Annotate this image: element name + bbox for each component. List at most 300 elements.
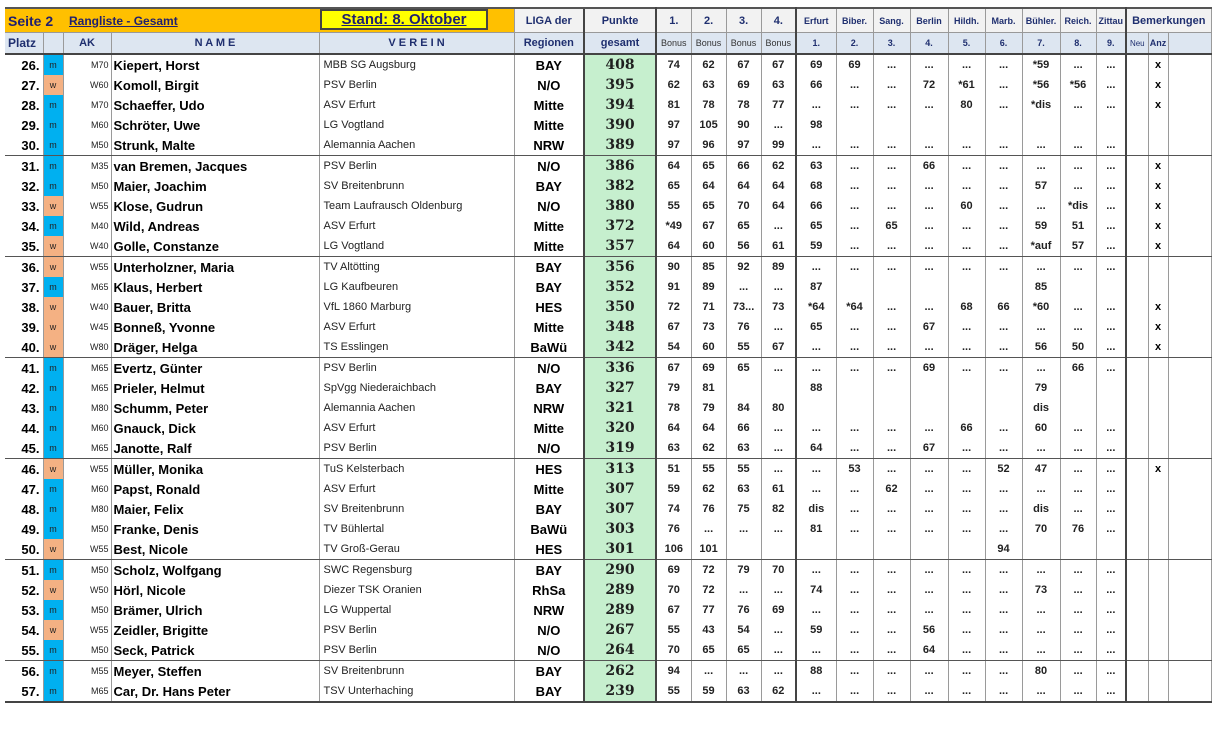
round-score-cell: 64 <box>726 176 761 196</box>
ranking-title-text: Rangliste - Gesamt <box>69 13 178 28</box>
venue-score-cell: ... <box>910 681 948 702</box>
total-points-cell: 382 <box>584 176 656 196</box>
venue-score-cell: ... <box>836 196 873 216</box>
rank-cell: 37. <box>5 277 43 297</box>
sex-cell: m <box>43 479 63 499</box>
table-row <box>5 418 1211 438</box>
venue-score-cell: ... <box>1096 156 1126 177</box>
neu-cell <box>1126 156 1148 177</box>
round-score-cell: ... <box>761 519 796 539</box>
venue-score-cell: ... <box>1022 135 1060 156</box>
round-score-cell: 65 <box>726 640 761 661</box>
athlete-name-cell: Maier, Felix <box>111 499 319 519</box>
club-cell: PSV Berlin <box>319 640 514 661</box>
table-row <box>5 499 1211 519</box>
athlete-name-cell: Schaeffer, Udo <box>111 95 319 115</box>
venue-score-cell: ... <box>910 196 948 216</box>
round-score-cell: 64 <box>761 196 796 216</box>
venue-score-cell: 65 <box>873 216 910 236</box>
rank-cell: 41. <box>5 358 43 379</box>
rank-cell: 38. <box>5 297 43 317</box>
bonus-header-1: Bonus <box>656 33 691 55</box>
round-score-cell <box>726 378 761 398</box>
club-cell: LG Vogtland <box>319 115 514 135</box>
venue-score-cell: 72 <box>910 75 948 95</box>
bonus-header-3: Bonus <box>726 33 761 55</box>
venue-score-cell: ... <box>910 479 948 499</box>
age-class-cell: M60 <box>63 418 111 438</box>
remarks-cell <box>1168 135 1211 156</box>
venue-score-cell: ... <box>948 661 985 682</box>
rank-cell: 57. <box>5 681 43 702</box>
total-points-cell: 319 <box>584 438 656 459</box>
venue-score-cell: ... <box>910 297 948 317</box>
round-score-cell: 67 <box>691 216 726 236</box>
venue-score-cell: ... <box>948 176 985 196</box>
venue-score-cell: 94 <box>985 539 1022 560</box>
round-score-cell: 65 <box>726 216 761 236</box>
round-score-cell: 91 <box>656 277 691 297</box>
remarks-cell <box>1168 156 1211 177</box>
rank-cell: 39. <box>5 317 43 337</box>
round-score-cell: ... <box>726 580 761 600</box>
venue-score-cell: ... <box>836 317 873 337</box>
rank-cell: 53. <box>5 600 43 620</box>
venue-score-cell <box>836 539 873 560</box>
venue-score-cell <box>985 398 1022 418</box>
venue-score-cell: ... <box>1060 560 1096 581</box>
round-score-cell: 65 <box>691 156 726 177</box>
venue-score-cell: ... <box>1060 459 1096 480</box>
venue-score-cell: ... <box>948 620 985 640</box>
venue-score-cell: ... <box>836 438 873 459</box>
neu-cell <box>1126 499 1148 519</box>
venue-score-cell: ... <box>1022 156 1060 177</box>
venue-num-7: 7. <box>1022 33 1060 55</box>
venue-score-cell: ... <box>1060 620 1096 640</box>
venue-score-cell: ... <box>873 640 910 661</box>
sex-cell: m <box>43 600 63 620</box>
round-score-cell: ... <box>726 277 761 297</box>
neu-cell <box>1126 358 1148 379</box>
table-row <box>5 337 1211 358</box>
venue-score-cell: ... <box>796 418 836 438</box>
venue-score-cell: ... <box>836 216 873 236</box>
league-region-cell: N/O <box>514 640 584 661</box>
round-score-cell: 70 <box>761 560 796 581</box>
age-class-cell: M50 <box>63 135 111 156</box>
rank-cell: 35. <box>5 236 43 257</box>
venue-score-cell <box>1022 115 1060 135</box>
venue-score-cell: ... <box>836 620 873 640</box>
venue-score-cell: ... <box>1096 499 1126 519</box>
venue-score-cell: ... <box>1060 135 1096 156</box>
round-score-cell: 63 <box>691 75 726 95</box>
athlete-name-cell: Unterholzner, Maria <box>111 257 319 278</box>
total-points-cell: 307 <box>584 499 656 519</box>
venue-score-cell: ... <box>948 156 985 177</box>
round-score-cell: ... <box>761 216 796 236</box>
league-region-cell: BaWü <box>514 337 584 358</box>
club-cell: SpVgg Niederaichbach <box>319 378 514 398</box>
total-points-cell: 264 <box>584 640 656 661</box>
venue-score-cell: ... <box>985 560 1022 581</box>
venue-score-cell: ... <box>873 418 910 438</box>
sex-cell: w <box>43 75 63 95</box>
sex-cell: m <box>43 378 63 398</box>
round-score-cell: ... <box>761 115 796 135</box>
athlete-name-cell: Müller, Monika <box>111 459 319 480</box>
remarks-cell <box>1168 640 1211 661</box>
venue-score-cell: ... <box>796 337 836 358</box>
venue-num-6: 6. <box>985 33 1022 55</box>
table-row <box>5 459 1211 480</box>
venue-header-3: Sang. <box>873 8 910 33</box>
venue-score-cell: ... <box>873 661 910 682</box>
club-cell: SWC Regensburg <box>319 560 514 581</box>
club-cell: ASV Erfurt <box>319 95 514 115</box>
sex-cell: w <box>43 317 63 337</box>
venue-score-cell <box>1060 277 1096 297</box>
remarks-cell <box>1168 519 1211 539</box>
club-cell: ASV Erfurt <box>319 317 514 337</box>
athlete-name-cell: Bonneß, Yvonne <box>111 317 319 337</box>
round-score-cell: 67 <box>726 54 761 75</box>
round-score-cell: 59 <box>656 479 691 499</box>
round-score-cell: 76 <box>656 519 691 539</box>
round-score-cell: 85 <box>691 257 726 278</box>
venue-score-cell: ... <box>1060 95 1096 115</box>
round-score-cell: 76 <box>691 499 726 519</box>
neu-cell <box>1126 257 1148 278</box>
anz-cell <box>1148 661 1168 682</box>
table-row <box>5 176 1211 196</box>
table-row <box>5 398 1211 418</box>
league-region-cell: N/O <box>514 196 584 216</box>
league-region-cell: BAY <box>514 661 584 682</box>
anz-cell: x <box>1148 156 1168 177</box>
age-class-cell: W80 <box>63 337 111 358</box>
round-score-cell: 72 <box>691 580 726 600</box>
venue-score-cell: ... <box>1060 438 1096 459</box>
rank-cell: 50. <box>5 539 43 560</box>
total-points-cell: 336 <box>584 358 656 379</box>
venue-score-cell: ... <box>836 135 873 156</box>
neu-cell <box>1126 337 1148 358</box>
rank-cell: 30. <box>5 135 43 156</box>
venue-score-cell: ... <box>985 337 1022 358</box>
round-score-cell: ... <box>691 519 726 539</box>
table-row <box>5 297 1211 317</box>
ak-header: AK <box>63 33 111 55</box>
venue-score-cell: ... <box>1060 54 1096 75</box>
venue-score-cell: *64 <box>796 297 836 317</box>
ranking-table <box>5 7 1212 703</box>
venue-score-cell: ... <box>985 216 1022 236</box>
rank-cell: 55. <box>5 640 43 661</box>
age-class-cell: M65 <box>63 681 111 702</box>
round-score-cell: 67 <box>656 317 691 337</box>
venue-score-cell <box>948 378 985 398</box>
venue-score-cell: 57 <box>1060 236 1096 257</box>
rank-cell: 36. <box>5 257 43 278</box>
sex-cell: m <box>43 216 63 236</box>
round-score-cell: 71 <box>691 297 726 317</box>
sex-cell: w <box>43 580 63 600</box>
club-cell: Alemannia Aachen <box>319 135 514 156</box>
neu-cell <box>1126 317 1148 337</box>
venue-score-cell: 70 <box>1022 519 1060 539</box>
anz-cell <box>1148 539 1168 560</box>
venue-score-cell: ... <box>948 519 985 539</box>
rank-cell: 32. <box>5 176 43 196</box>
round-score-cell: 72 <box>656 297 691 317</box>
neu-cell <box>1126 620 1148 640</box>
venue-score-cell <box>948 277 985 297</box>
total-points-cell: 408 <box>584 54 656 75</box>
venue-score-cell <box>910 398 948 418</box>
remarks-cell <box>1168 337 1211 358</box>
bonus-header-4: Bonus <box>761 33 796 55</box>
venue-score-cell: 59 <box>796 236 836 257</box>
venue-score-cell: ... <box>1096 620 1126 640</box>
neu-cell <box>1126 378 1148 398</box>
venue-score-cell: 98 <box>796 115 836 135</box>
remarks-cell <box>1168 297 1211 317</box>
sex-cell: w <box>43 257 63 278</box>
league-region-cell: RhSa <box>514 580 584 600</box>
anz-cell <box>1148 479 1168 499</box>
age-class-cell: M70 <box>63 95 111 115</box>
round-score-cell: 75 <box>726 499 761 519</box>
venue-score-cell: ... <box>1096 479 1126 499</box>
round-score-cell: 78 <box>691 95 726 115</box>
venue-score-cell: ... <box>873 317 910 337</box>
neu-cell <box>1126 640 1148 661</box>
venue-score-cell: ... <box>836 337 873 358</box>
anz-cell <box>1148 600 1168 620</box>
age-class-cell: M50 <box>63 176 111 196</box>
venue-score-cell: ... <box>873 337 910 358</box>
venue-score-cell <box>948 398 985 418</box>
round-score-cell: 73 <box>761 297 796 317</box>
age-class-cell: W40 <box>63 236 111 257</box>
venue-score-cell <box>910 277 948 297</box>
round-score-cell: 90 <box>726 115 761 135</box>
round-score-cell: 101 <box>691 539 726 560</box>
sex-cell: w <box>43 459 63 480</box>
venue-score-cell: ... <box>1060 297 1096 317</box>
venue-score-cell: ... <box>796 600 836 620</box>
round-score-cell: 69 <box>656 560 691 581</box>
club-cell: TSV Unterhaching <box>319 681 514 702</box>
venue-score-cell: ... <box>836 580 873 600</box>
venue-score-cell: 76 <box>1060 519 1096 539</box>
venue-score-cell: 60 <box>948 196 985 216</box>
venue-header-5: Hildh. <box>948 8 985 33</box>
neu-cell <box>1126 196 1148 216</box>
venue-score-cell: 59 <box>1022 216 1060 236</box>
venue-score-cell: 88 <box>796 661 836 682</box>
venue-score-cell: ... <box>910 257 948 278</box>
venue-num-5: 5. <box>948 33 985 55</box>
venue-header-1: Erfurt <box>796 8 836 33</box>
venue-score-cell: ... <box>948 580 985 600</box>
club-cell: PSV Berlin <box>319 438 514 459</box>
remarks-cell <box>1168 196 1211 216</box>
venue-score-cell <box>1096 277 1126 297</box>
venue-header-8: Reich. <box>1060 8 1096 33</box>
venue-score-cell: ... <box>910 459 948 480</box>
venue-score-cell: ... <box>873 297 910 317</box>
venue-score-cell: ... <box>948 499 985 519</box>
table-row <box>5 75 1211 95</box>
total-points-cell: 395 <box>584 75 656 95</box>
neu-cell <box>1126 54 1148 75</box>
header-row-1 <box>5 8 1211 33</box>
anz-cell <box>1148 560 1168 581</box>
anz-cell <box>1148 135 1168 156</box>
total-points-cell: 239 <box>584 681 656 702</box>
venue-score-cell <box>1060 398 1096 418</box>
club-cell: Team Laufrausch Oldenburg <box>319 196 514 216</box>
sex-header <box>43 33 63 55</box>
round-score-cell: 65 <box>691 196 726 216</box>
venue-score-cell: *64 <box>836 297 873 317</box>
club-cell: ASV Erfurt <box>319 479 514 499</box>
venue-score-cell: *auf <box>1022 236 1060 257</box>
sex-cell: m <box>43 135 63 156</box>
age-class-cell: M65 <box>63 277 111 297</box>
venue-score-cell: ... <box>873 519 910 539</box>
round-score-cell: *49 <box>656 216 691 236</box>
round-score-cell: 60 <box>691 236 726 257</box>
table-row <box>5 479 1211 499</box>
rank-cell: 44. <box>5 418 43 438</box>
venue-score-cell <box>796 539 836 560</box>
club-cell: TV Bühlertal <box>319 519 514 539</box>
table-row <box>5 600 1211 620</box>
round-score-cell: 55 <box>656 681 691 702</box>
rank-cell: 54. <box>5 620 43 640</box>
venue-score-cell: ... <box>873 54 910 75</box>
venue-score-cell: ... <box>910 216 948 236</box>
venue-score-cell: ... <box>836 499 873 519</box>
venue-score-cell: ... <box>985 519 1022 539</box>
neu-cell <box>1126 277 1148 297</box>
venue-score-cell: 50 <box>1060 337 1096 358</box>
venue-score-cell: ... <box>1060 600 1096 620</box>
rank-cell: 29. <box>5 115 43 135</box>
age-class-cell: M70 <box>63 54 111 75</box>
total-points-cell: 380 <box>584 196 656 216</box>
total-points-cell: 350 <box>584 297 656 317</box>
round-score-cell: 89 <box>761 257 796 278</box>
table-row <box>5 216 1211 236</box>
points-header-2: gesamt <box>584 33 656 55</box>
round-score-cell: 69 <box>691 358 726 379</box>
venue-score-cell: ... <box>985 438 1022 459</box>
venue-score-cell: ... <box>873 580 910 600</box>
anz-cell <box>1148 620 1168 640</box>
rank-cell: 33. <box>5 196 43 216</box>
venue-score-cell <box>836 378 873 398</box>
liga-header-2: Regionen <box>514 33 584 55</box>
venue-score-cell: 79 <box>1022 378 1060 398</box>
age-class-cell: M80 <box>63 398 111 418</box>
round-score-cell: 72 <box>691 560 726 581</box>
sex-cell: m <box>43 358 63 379</box>
venue-score-cell: ... <box>836 176 873 196</box>
venue-score-cell: ... <box>948 600 985 620</box>
venue-score-cell: ... <box>910 337 948 358</box>
anz-cell: x <box>1148 459 1168 480</box>
venue-score-cell <box>1060 378 1096 398</box>
total-points-cell: 267 <box>584 620 656 640</box>
venue-score-cell <box>873 277 910 297</box>
round-score-cell: 78 <box>656 398 691 418</box>
venue-score-cell: ... <box>985 75 1022 95</box>
anz-cell: x <box>1148 216 1168 236</box>
sex-cell: m <box>43 156 63 177</box>
venue-score-cell: ... <box>1096 640 1126 661</box>
venue-score-cell: ... <box>985 620 1022 640</box>
club-cell: PSV Berlin <box>319 620 514 640</box>
rank-cell: 27. <box>5 75 43 95</box>
venue-score-cell: ... <box>985 681 1022 702</box>
header-row-2 <box>5 33 1211 55</box>
venue-score-cell: 69 <box>910 358 948 379</box>
total-points-cell: 320 <box>584 418 656 438</box>
round-score-cell: 43 <box>691 620 726 640</box>
total-points-cell: 348 <box>584 317 656 337</box>
table-row <box>5 317 1211 337</box>
round-score-cell: 79 <box>726 560 761 581</box>
venue-score-cell <box>873 115 910 135</box>
table-row <box>5 257 1211 278</box>
round-score-cell: ... <box>761 640 796 661</box>
round-score-cell <box>761 378 796 398</box>
round-header-2: 2. <box>691 8 726 33</box>
round-score-cell: 67 <box>656 600 691 620</box>
age-class-cell: M35 <box>63 156 111 177</box>
round-score-cell: ... <box>761 661 796 682</box>
venue-score-cell: 66 <box>1060 358 1096 379</box>
league-region-cell: BaWü <box>514 519 584 539</box>
sex-cell: m <box>43 640 63 661</box>
league-region-cell: BAY <box>514 277 584 297</box>
round-score-cell: ... <box>726 661 761 682</box>
round-score-cell: 69 <box>726 75 761 95</box>
venue-score-cell: ... <box>873 600 910 620</box>
age-class-cell: W50 <box>63 580 111 600</box>
sex-cell: m <box>43 277 63 297</box>
rank-cell: 45. <box>5 438 43 459</box>
venue-score-cell: ... <box>948 337 985 358</box>
round-score-cell: 73... <box>726 297 761 317</box>
total-points-cell: 394 <box>584 95 656 115</box>
athlete-name-cell: Best, Nicole <box>111 539 319 560</box>
anz-cell <box>1148 358 1168 379</box>
league-region-cell: BAY <box>514 681 584 702</box>
venue-score-cell: 66 <box>796 196 836 216</box>
round-score-cell: 70 <box>656 580 691 600</box>
round-score-cell: ... <box>761 418 796 438</box>
rank-cell: 46. <box>5 459 43 480</box>
table-row <box>5 640 1211 661</box>
remarks-cell <box>1168 54 1211 75</box>
remarks-cell <box>1168 600 1211 620</box>
